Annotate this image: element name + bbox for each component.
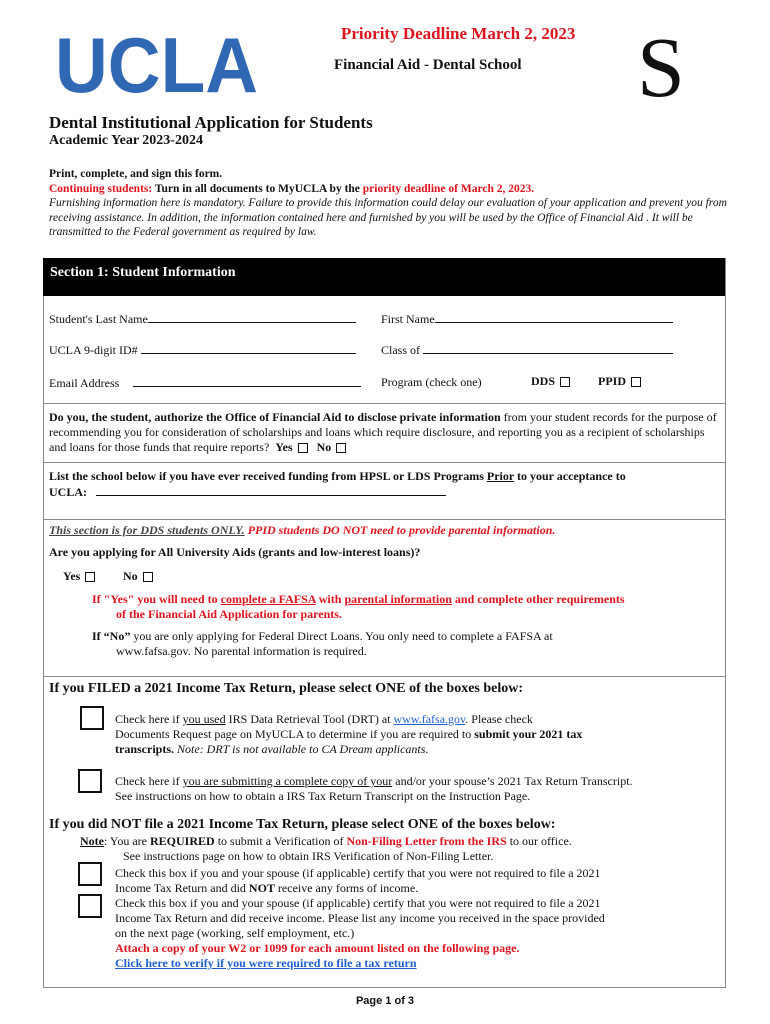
attach-w2-note: Attach a copy of your W2 or 1099 for each amount listed on the following page.	[115, 941, 520, 955]
if-no-line2: www.fafsa.gov. No parental information is required.	[116, 644, 367, 658]
hpsl-ucla-label: UCLA:	[49, 485, 87, 499]
aid-yes-label: Yes	[63, 569, 81, 583]
filed-heading: If you FILED a 2021 Income Tax Return, please select ONE of the boxes below:	[49, 681, 524, 696]
ppid-label: PPID	[598, 374, 626, 388]
last-name-label: Student's Last Name	[49, 312, 148, 326]
if-no-text: you are only applying for Federal Direct Loans. You only need to complete a FAFSA at	[130, 629, 553, 643]
note-text-b: to submit a Verification of	[214, 834, 347, 848]
divider	[43, 462, 725, 463]
dds-label: DDS	[531, 374, 556, 388]
continuing-students-line	[49, 182, 729, 197]
first-name-field[interactable]	[381, 311, 673, 327]
authorize-yes-label: Yes	[275, 440, 293, 454]
ppid-option[interactable]	[598, 374, 641, 389]
no-income-not: NOT	[248, 881, 275, 895]
ucla-id-field[interactable]	[49, 342, 356, 358]
class-of-input[interactable]	[423, 342, 673, 354]
class-of-field[interactable]	[381, 342, 673, 358]
divider	[43, 519, 725, 520]
program-label: Program (check one)	[381, 375, 482, 389]
continuing-deadline: priority deadline of March 2, 2023.	[362, 182, 535, 195]
not-filed-heading: If you did NOT file a 2021 Income Tax Return, please select ONE of the boxes below:	[49, 817, 556, 832]
if-no-label: If “No”	[92, 629, 131, 643]
drt-note: Note: DRT is not available to CA Dream applicants.	[174, 742, 429, 756]
email-field[interactable]	[49, 375, 361, 391]
ucla-id-input[interactable]	[141, 342, 356, 354]
transcript-line2: See instructions on how to obtain a IRS Tax Return Transcript on the Instruction Page.	[115, 789, 531, 803]
no-income-checkbox[interactable]	[78, 862, 102, 886]
aid-no-option[interactable]	[123, 569, 153, 584]
with-income-line2: Income Tax Return and did receive income. Please list any income you received in the space provided	[115, 911, 605, 925]
if-yes-fafsa: complete a FAFSA	[220, 592, 316, 606]
page-title: Dental Institutional Application for Students	[49, 113, 373, 132]
continuing-text: Turn in all documents to MyUCLA by the	[152, 182, 363, 195]
department-title: Financial Aid - Dental School	[334, 57, 522, 73]
drt-text-a: Check here if	[115, 712, 183, 726]
continuing-label: Continuing students:	[49, 182, 153, 195]
email-label: Email Address	[49, 376, 120, 390]
last-name-field[interactable]	[49, 311, 356, 327]
note-nonfiling-letter: Non-Filing Letter from the IRS	[346, 834, 507, 848]
ucla-id-label: UCLA 9-digit ID#	[49, 343, 138, 357]
email-input[interactable]	[133, 375, 361, 387]
fafsa-link[interactable]: www.fafsa.gov	[393, 712, 466, 726]
university-aid-question: Are you applying for All University Aids (grants and low-interest loans)?	[49, 545, 421, 559]
drt-option-text	[115, 712, 725, 757]
dds-only-label: This section is for DDS students ONLY.	[49, 523, 245, 537]
hpsl-school-field[interactable]	[49, 484, 446, 500]
section-1-header	[43, 258, 725, 296]
first-name-input[interactable]	[435, 311, 673, 323]
if-yes-with: with	[315, 592, 345, 606]
ppid-note: PPID students DO NOT need to provide parental information.	[244, 523, 556, 537]
section-1-title: Section 1: Student Information	[50, 265, 236, 280]
academic-year: Academic Year 2023-2024	[49, 133, 203, 148]
transcript-text-u: you are submitting a complete copy of your	[182, 774, 393, 788]
drt-text-c: . Please check	[465, 712, 533, 726]
hpsl-text: List the school below if you have ever received funding from HPSL or LDS Programs	[49, 469, 487, 483]
no-income-option-text	[115, 866, 725, 896]
form-letter: S	[637, 19, 685, 115]
hpsl-prior: Prior	[486, 469, 514, 483]
priority-deadline: Priority Deadline March 2, 2023	[341, 24, 576, 43]
aid-no-checkbox[interactable]	[143, 572, 153, 582]
note-text-a: : You are	[104, 834, 151, 848]
transcript-option-text	[115, 774, 725, 804]
page-number: Page 1 of 3	[355, 995, 415, 1007]
hpsl-question	[49, 469, 721, 484]
class-of-label: Class of	[381, 343, 420, 357]
dds-only-note	[49, 523, 555, 538]
logo-text: UCLA	[55, 28, 258, 100]
ucla-logo	[55, 28, 260, 100]
if-yes-instructions	[92, 592, 722, 622]
authorize-no-label: No	[316, 440, 332, 454]
transcript-text-a: Check here if	[115, 774, 183, 788]
drt-line3-bold: transcripts.	[115, 742, 174, 756]
with-income-checkbox[interactable]	[78, 894, 102, 918]
mandatory-notice: Furnishing information here is mandatory. Failure to provide this information could delay our evaluation of your application and prevent you from receiving assistance. In addition, the information contained here and furnished by you will be used by the Office of Financial Aid . It will be transmitted to the Federal government as required by law.	[49, 197, 727, 238]
ppid-checkbox[interactable]	[631, 377, 641, 387]
aid-yes-checkbox[interactable]	[85, 572, 95, 582]
print-instruction: Print, complete, and sign this form.	[49, 168, 223, 180]
drt-line2: Documents Request page on MyUCLA to determine if you are required to	[115, 727, 475, 741]
divider	[43, 403, 725, 404]
if-yes-text: If "Yes" you will need to	[92, 592, 221, 606]
if-yes-rest: and complete other requirements	[451, 592, 625, 606]
authorize-yes-checkbox[interactable]	[298, 443, 308, 453]
authorization-text: from your student records for the purpose of recommending you for consideration of scholarships and loans which require disclosure, and reporting you as a recipient of scholarships and loans for those funds that require reports?	[49, 410, 717, 454]
no-income-line1: Check this box if you and your spouse (if applicable) certify that you were not required to file a 2021	[115, 866, 601, 880]
with-income-line3: on the next page (working, self employment, etc.)	[115, 926, 355, 940]
non-filing-note	[80, 834, 725, 864]
with-income-line1: Check this box if you and your spouse (if applicable) certify that you were not required to file a 2021	[115, 896, 601, 910]
first-name-label: First Name	[381, 312, 435, 326]
authorize-no-checkbox[interactable]	[336, 443, 346, 453]
hpsl-school-input[interactable]	[96, 484, 446, 496]
hpsl-tail: to your acceptance to	[514, 469, 626, 483]
drt-used: you used	[182, 712, 226, 726]
with-income-option-text	[115, 896, 725, 971]
drt-line2-bold: submit your 2021 tax	[474, 727, 583, 741]
note-text-c: to our office.	[506, 834, 572, 848]
drt-checkbox[interactable]	[80, 706, 104, 730]
intro-block	[49, 167, 729, 240]
divider	[43, 676, 725, 677]
dds-option[interactable]	[531, 374, 570, 389]
aid-no-label: No	[123, 569, 138, 583]
verify-tax-link[interactable]: Click here to verify if you were required to file a tax return	[115, 956, 417, 970]
if-no-instructions	[92, 629, 722, 659]
note-label: Note	[80, 834, 104, 848]
aid-yes-option[interactable]	[63, 569, 95, 584]
dds-checkbox[interactable]	[560, 377, 570, 387]
if-yes-parental: parental information	[344, 592, 452, 606]
last-name-input[interactable]	[148, 311, 356, 323]
no-income-line2b: receive any forms of income.	[274, 881, 419, 895]
note-required: REQUIRED	[150, 834, 215, 848]
no-income-line2: Income Tax Return and did	[115, 881, 249, 895]
authorization-block	[49, 410, 721, 455]
authorization-question: Do you, the student, authorize the Office of Financial Aid to disclose private information	[49, 410, 501, 424]
drt-text-b: IRS Data Retrieval Tool (DRT) at	[225, 712, 394, 726]
transcript-checkbox[interactable]	[78, 769, 102, 793]
note-line2: See instructions page on how to obtain IRS Verification of Non-Filing Letter.	[123, 849, 494, 863]
if-yes-line2: of the Financial Aid Application for parents.	[116, 607, 342, 621]
transcript-text-b: and/or your spouse’s 2021 Tax Return Transcript.	[392, 774, 633, 788]
